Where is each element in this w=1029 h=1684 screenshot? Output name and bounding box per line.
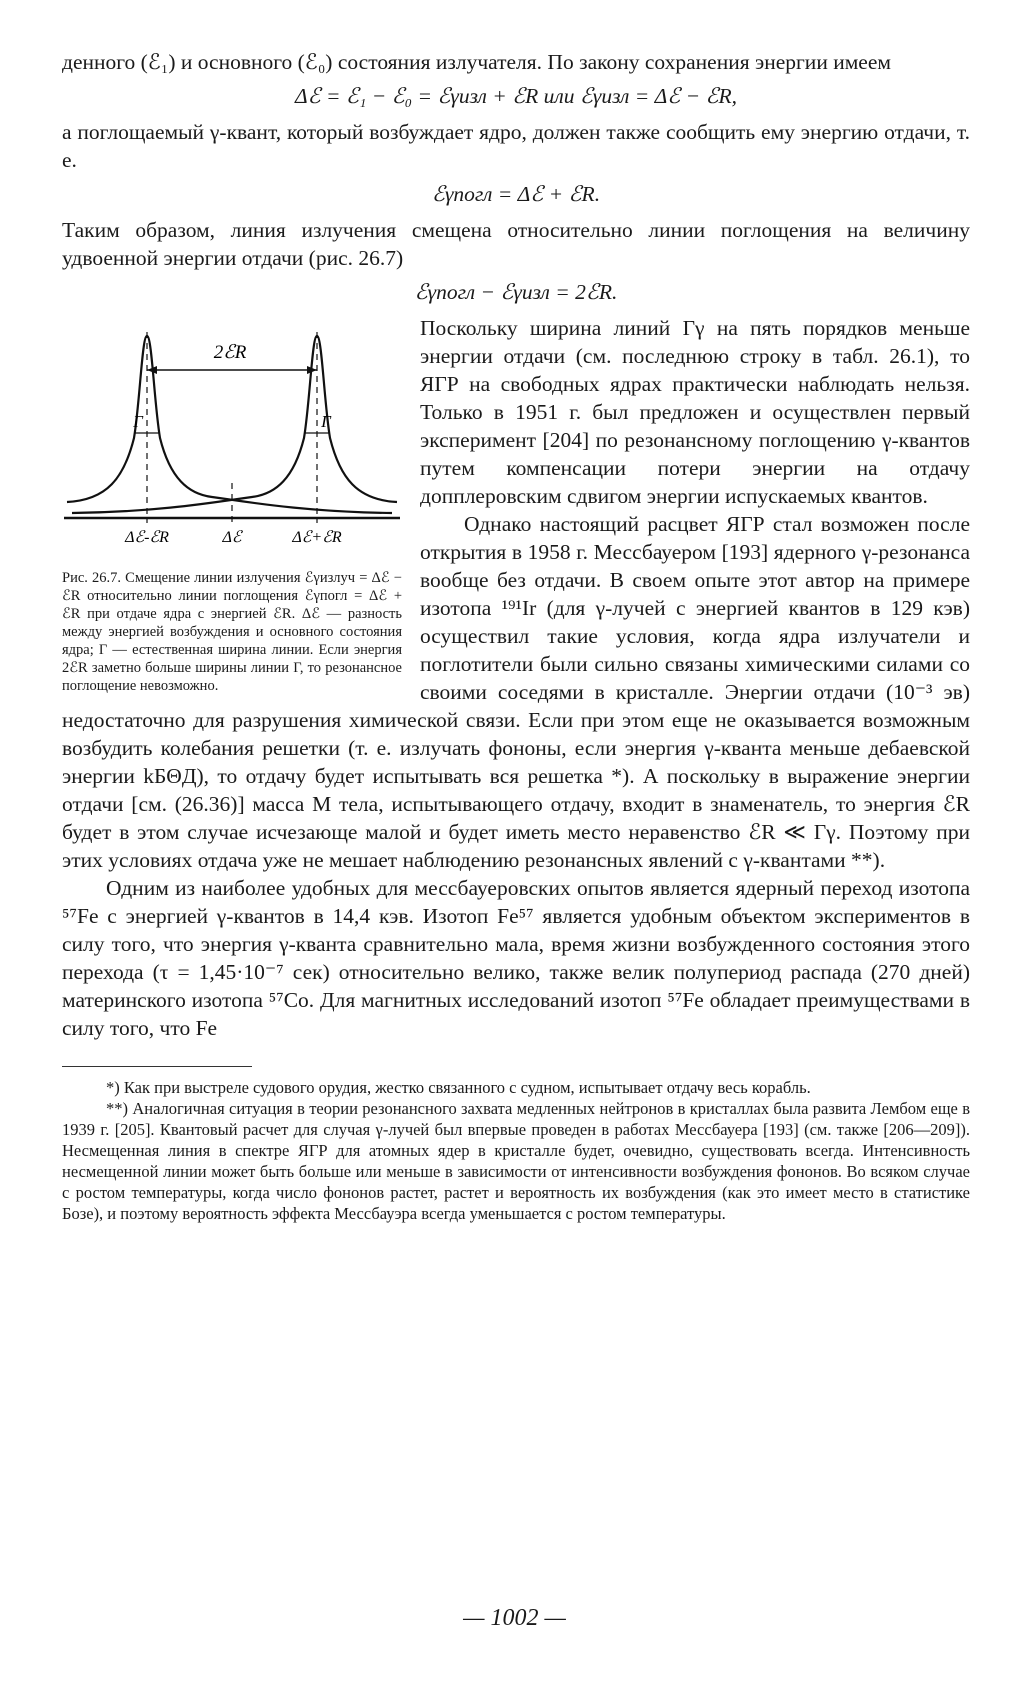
- footnote-rule: [62, 1066, 252, 1067]
- shift-label: 2ℰR: [213, 342, 247, 363]
- left-axis-label: Δℰ-ℰR: [125, 529, 169, 546]
- figure-26-7: [62, 318, 402, 695]
- equation-2: ℰγпогл = Δℰ + ℰR.: [431, 182, 601, 206]
- page-number: — 1002 —: [463, 1605, 566, 1631]
- line-shift-diagram: [62, 318, 402, 563]
- equation-1: Δℰ = ℰ₁ − ℰ₀ = ℰγизл + ℰR или ℰγизл = Δℰ − ℰR,: [294, 84, 738, 108]
- paragraph-3: Таким образом, линия излучения смещена относительно линии поглощения на величину удвоенной энергии отдачи (рис. 26.7): [62, 218, 970, 270]
- footnote-2: **) Аналогичная ситуация в теории резонансного захвата медленных нейтронов в кристаллах была развита Лембом еще в 1939 г. [205]. Квантовый расчет для случая γ-лучей был впервые проведен в работах Мессбауера [193] (см. также [206—209]). Несмещенная линия в спектре ЯГР для атомных ядер в кристалле будет, очевидно, существовать всегда. Интенсивность несмещенной линии может быть больше или меньше в зависимости от интенсивности возбуждения фононов. Во всяком случае с ростом температуры, когда число фононов растет, растет и вероятность их возбуждения (как это имеет место в статистике Бозе), и поэтому вероятность эффекта Мессбауэра всегда уменьшается с ростом температуры.: [62, 1099, 970, 1223]
- footnote-1: *) Как при выстреле судового орудия, жестко связанного с судном, испытывает отдачу весь корабль.: [106, 1078, 811, 1097]
- paragraph-6: Одним из наиболее удобных для мессбауеровских опытов является ядерный переход изотопа ⁵⁷Fe с энергией γ-квантов в 14,4 кэв. Изотоп Fe⁵⁷ является удобным объектом экспериментов в силу того, что энергия γ-кванта сравнительно мала, время жизни возбужденного состояния этого перехода (τ = 1,45·10⁻⁷ сек) относительно велико, также велик полупериод распада (270 дней) материнского изотопа ⁵⁷Co. Для магнитных исследований изотоп ⁵⁷Fe обладает преимуществами в силу того, что Fe: [62, 876, 970, 1040]
- left-width-label: Г: [133, 412, 143, 431]
- figure-caption: Рис. 26.7. Смещение линии излучения ℰγизлуч = Δℰ − ℰR относительно линии поглощения ℰγпогл = Δℰ + ℰR при отдаче ядра с энергией ℰR. Δℰ — разность между энергией возбуждения и основного состояния ядра; Γ — естественная ширина линии. Если энергия 2ℰR заметно больше ширины линии Γ, то резонансное поглощение невозможно.: [62, 570, 402, 694]
- paragraph-2: а поглощаемый γ-квант, который возбуждает ядро, должен также сообщить ему энергию отдачи, т. е.: [62, 120, 970, 172]
- page: [62, 48, 970, 1224]
- paragraph-4: Поскольку ширина линий Γγ на пять порядков меньше энергии отдачи (см. последнюю строку в табл. 26.1), то ЯГР на свободных ядрах практически наблюдать нельзя. Только в 1951 г. был предложен и осуществлен первый эксперимент [204] по резонансному поглощению γ-квантов путем компенсации потери энергии на отдачу допплеровским сдвигом энергии испускаемых квантов.: [420, 316, 970, 508]
- right-axis-label: Δℰ+ℰR: [292, 529, 342, 546]
- center-axis-label: Δℰ: [222, 529, 242, 546]
- equation-3: ℰγпогл − ℰγизл = 2ℰR.: [414, 280, 618, 304]
- paragraph-5: Однако настоящий расцвет ЯГР стал возможен после открытия в 1958 г. Мессбауером [193] ядерного γ-резонанса вообще без отдачи. В своем опыте этот автор на примере изотопа ¹⁹¹Ir (для γ-лучей с энергией квантов в 129 кэв) осуществил такие условия, когда ядра излучатели и поглотители были сильно связаны химическими силами со своими соседями в кристалле. Энергии отдачи (10⁻³ эв) недостаточно для разрушения химической связи. Если при этом еще не оказывается возможным возбудить колебания решетки (т. е. излучать фононы, если энергия γ-кванта меньше дебаевской энергии kБΘД), то отдачу будет испытывать вся решетка *). А поскольку в выражение энергии отдачи [см. (26.36)] масса M тела, испытывающего отдачу, входит в знаменатель, то энергия ℰR будет в этом случае исчезающе малой и будет иметь место неравенство ℰR ≪ Γγ. Поэтому при этих условиях отдача уже не мешает наблюдению резонансных явлений с γ-квантами **).: [62, 512, 970, 872]
- right-width-label: Г: [321, 412, 331, 431]
- paragraph-1: денного (ℰ₁) и основного (ℰ₀) состояния излучателя. По закону сохранения энергии имеем: [62, 50, 891, 74]
